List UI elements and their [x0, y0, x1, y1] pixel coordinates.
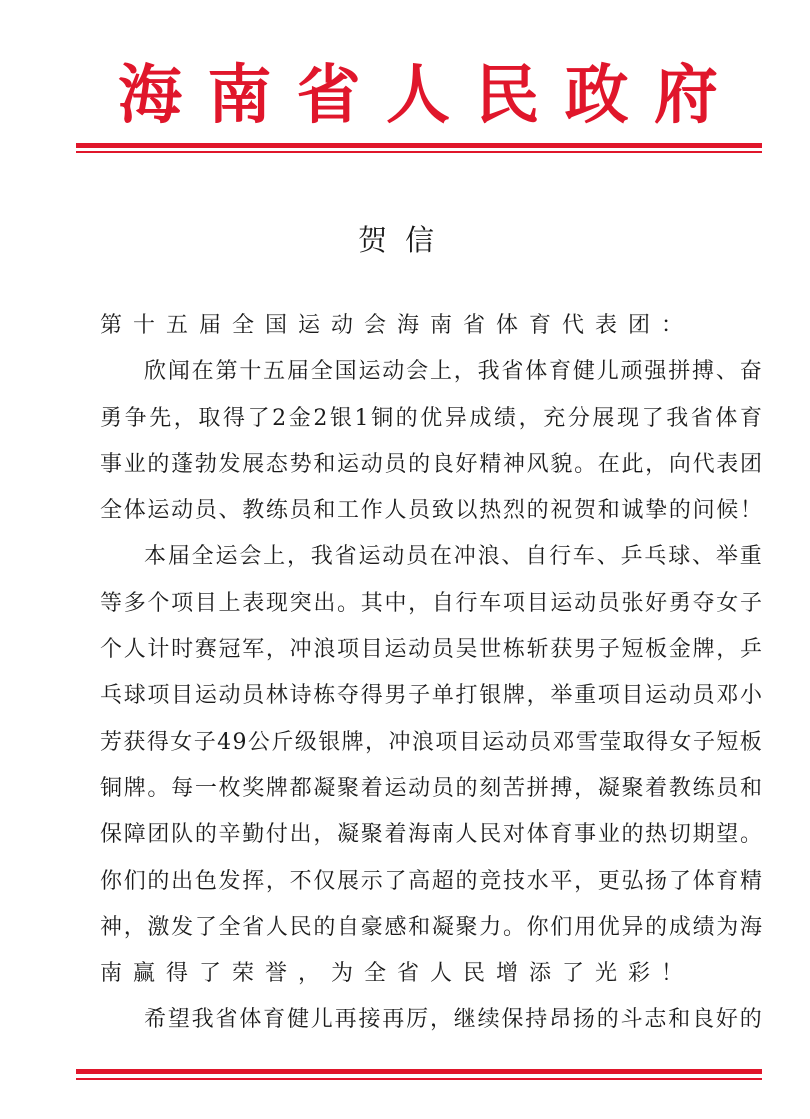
text-line: 你 们 的 出 色 发 挥 ， 不 仅 展 示 了 高 超 的 竞 技 水 平 ， 更 弘 扬 了 体 育 精 — [100, 868, 762, 894]
text-line: 个 人 计 时 赛 冠 军 ， 冲 浪 项 目 运 动 员 吴 世 栋 斩 获 男 子 短 板 金 牌 ， 乒 — [100, 637, 762, 663]
text-line: 希 望 我 省 体 育 健 儿 再 接 再 厉 ， 继 续 保 持 昂 扬 的 斗 志 和 良 好 的 — [144, 1007, 762, 1033]
text-line: 欣 闻 在 第 十 五 届 全 国 运 动 会 上 ， 我 省 体 育 健 儿 顽 强 拼 搏 、 奋 — [144, 359, 762, 385]
document-title: 贺信 — [357, 223, 452, 257]
masthead-char: 府 — [653, 58, 718, 133]
masthead-char: 省 — [296, 58, 361, 133]
text-line: 乓 球 项 目 运 动 员 林 诗 栋 夺 得 男 子 单 打 银 牌 ， 举 重 项 目 运 动 员 邓 小 — [100, 683, 762, 709]
text-line: 等 多 个 项 目 上 表 现 突 出 。 其 中 ， 自 行 车 项 目 运 动 员 张 好 勇 夺 女 子 — [100, 590, 762, 616]
masthead-char: 民 — [475, 58, 540, 133]
text-line: 铜 牌 。 每 一 枚 奖 牌 都 凝 聚 着 运 动 员 的 刻 苦 拼 搏 ， 凝 聚 着 教 练 员 和 — [100, 775, 762, 801]
masthead-char: 海 — [118, 58, 182, 133]
text-line: 保 障 团 队 的 辛 勤 付 出 ， 凝 聚 着 海 南 人 民 对 体 育 事 业 的 热 切 期 望 。 — [100, 822, 762, 848]
text-line: 全 体 运 动 员 、 教 练 员 和 工 作 人 员 致 以 热 烈 的 祝 贺 和 诚 挚 的 问 候 ！ — [100, 498, 762, 524]
text-line: 第十五届全国运动会海南省体育代表团： — [100, 313, 695, 338]
masthead-char: 政 — [564, 58, 629, 133]
letter-body — [100, 303, 762, 1044]
text-line: 勇 争 先 ， 取 得 了 2 金 2 银 1 铜 的 优 异 成 绩 ， 充 分 展 现 了 我 省 体 育 — [100, 405, 762, 431]
text-line: 事 业 的 蓬 勃 发 展 态 势 和 运 动 员 的 良 好 精 神 风 貌 。 在 此 ， 向 代 表 团 — [100, 451, 762, 477]
text-line: 神 ， 激 发 了 全 省 人 民 的 自 豪 感 和 凝 聚 力 。 你 们 用 优 异 的 成 绩 为 海 — [100, 914, 762, 940]
text-line: 芳 获 得 女 子 4 9 公 斤 级 银 牌 ， 冲 浪 项 目 运 动 员 邓 雪 莹 取 得 女 子 短 板 — [100, 729, 762, 755]
header-rule-thin — [76, 151, 762, 153]
masthead-char: 人 — [385, 58, 450, 133]
text-line: 本 届 全 运 会 上 ， 我 省 运 动 员 在 冲 浪 、 自 行 车 、 乒 乓 球 、 举 重 — [144, 544, 762, 570]
masthead-title — [118, 56, 718, 136]
footer-rule-thick — [76, 1069, 762, 1074]
header-rule-thick — [76, 143, 762, 148]
text-line: 南赢得了荣誉，为全省人民增添了光彩！ — [100, 961, 695, 987]
masthead-char: 南 — [207, 58, 272, 133]
footer-rule-thin — [76, 1078, 762, 1080]
